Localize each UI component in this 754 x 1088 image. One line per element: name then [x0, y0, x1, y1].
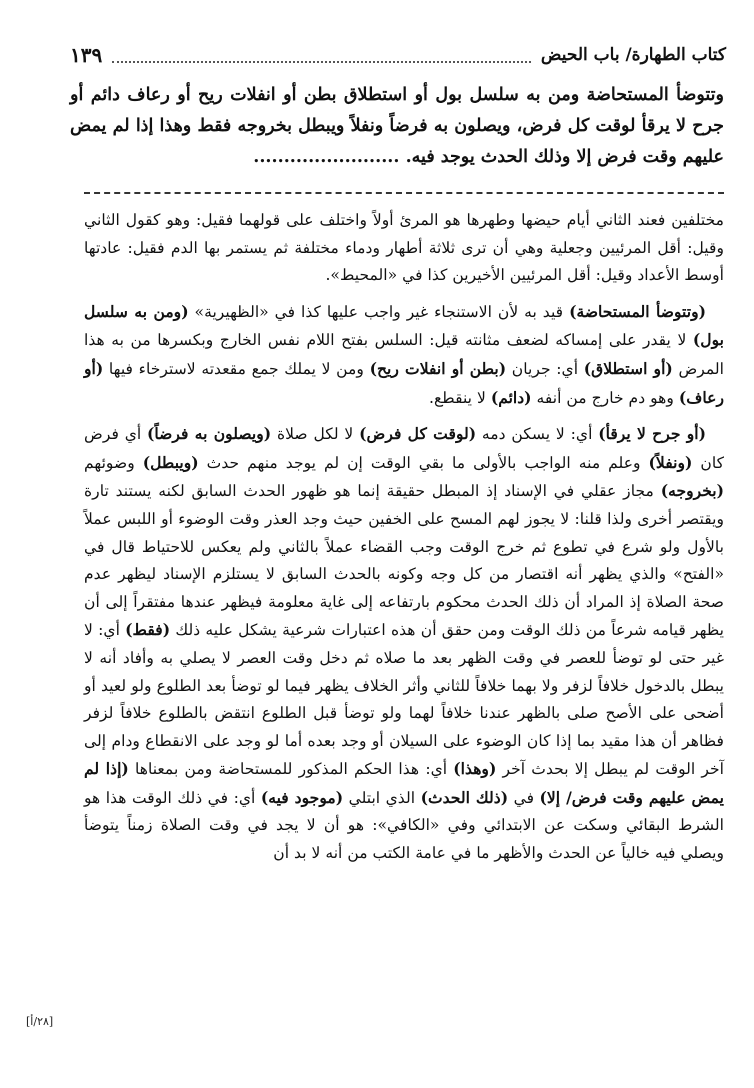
matn-text — [70, 80, 724, 173]
page-header — [70, 40, 726, 70]
quoted-matn-phrase: (ذلك الحدث) — [420, 787, 509, 807]
commentary-segment: ومن لا يملك جمع مقعدته لاسترخاء فيها — [103, 359, 370, 378]
commentary-segment: لا يقدر على إمساكه لضعف مثانته قيل: السلس بفتح اللام نفس الخارج وبكسرها من به هذا المرض — [84, 331, 725, 378]
quoted-matn-phrase: (موجود فيه) — [260, 787, 344, 807]
quoted-matn-phrase: (بخروجه) — [660, 481, 724, 501]
quoted-matn-phrase: (وتتوضأ المستحاضة) — [569, 301, 706, 321]
commentary-segment: مجاز عقلي في الإسناد إذ المبطل حقيقة إنما هو ظهور الحدث السابق لكنه يستند تارة ويقتصر أخرى ولذا قلنا: لا يجوز لهم المسح على الخفين حيث وجد العذر وقت الوضوء أو اللبس عملاً بالأول ولو شرع في تطوع ثم خرج الوقت وجب القضاء عملاً بالثاني ولم يعكس للاحتياط قال في «الفتح» والذي يظهر أنه اقتصار من كل وجه وكونه بالحدث السابق لا يستلزم الإسناد ليظهر عدم صحة الصلاة إذ المراد أن ذلك الحدث محكوم بارتفاعه إلى غاية معلومة فيظهر عندها مفتقراً إلى أن يظهر قيامه شرعاً من ذلك الوقت ومن حقق أن هذه اعتبارات شرعية يشكل عليه ذلك — [84, 482, 724, 640]
running-title: كتاب الطهارة/ باب الحيض — [540, 45, 726, 65]
quoted-matn-phrase: (ويبطل) — [142, 452, 199, 472]
commentary-segment: في — [508, 788, 540, 807]
commentary-segment: أي فرض كان — [84, 425, 724, 472]
commentary-paragraph-3 — [84, 420, 724, 868]
commentary-segment: أي: لا غير حتى لو توضأ للعصر في وقت الظهر بعد ما صلاه ثم دخل وقت العصر لا يصلي به وأفاد أنه لا يبطل بالدخول خلافاً لزفر ولا بهما خلافاً للثاني وأثر الخلاف يظهر فيما لو توضأ بعد الطلوع ولو لعيد أو أضحى على الأصح صلى بالظهر عندنا خلافاً لهما ولو توضأ قبل الطلوع انتقض بالطلوع خلافاً لزفر فظاهر أن هذا مقيد بما إذا كان الوضوء على السيلان أو وجد بعده أما لو وجد على الانقطاع ودام إلى آخر الوقت لم يبطل إلا بحدث آخر — [84, 621, 724, 779]
quoted-matn-phrase: (ونفلاً) — [648, 452, 693, 472]
commentary-segment: قيد به لأن الاستنجاء غير واجب عليها كذا في «الظهيرية» — [188, 302, 570, 321]
page-number: ١٣٩ — [70, 43, 103, 67]
header-dotted-leader — [112, 47, 531, 63]
quoted-matn-phrase: (بطن أو انفلات ريح) — [369, 358, 507, 378]
quoted-matn-phrase: (فقط) — [125, 620, 171, 640]
quoted-matn-phrase: (أو رعاف) — [84, 358, 724, 407]
commentary-segment: لا ينقطع. — [429, 388, 491, 407]
commentary-segment: وضوئهم — [84, 453, 143, 472]
commentary-segment: وعلم منه الواجب بالأولى ما بقي الوقت إن لم يوجد منهم حدث — [198, 453, 649, 472]
commentary-segment: لا لكل صلاة — [271, 425, 360, 444]
commentary-segment: أي: جريان — [506, 359, 584, 378]
commentary-segment: أي: لا يسكن دمه — [476, 425, 599, 444]
commentary-text — [84, 207, 724, 876]
quoted-matn-phrase: (ويصلون به فرضاً) — [147, 424, 272, 444]
commentary-segment: أي: في ذلك الوقت هذا هو الشرط البقائي وسكت عن الابتدائي وفي «الكافي»: هو أن لا يجد في وقت الصلاة زمناً يتوضأ ويصلي فيه خالياً عن الحدث والأظهر ما في عامة الكتب من أنه لا بد أن — [84, 788, 724, 863]
commentary-segment: الذي ابتلي — [343, 788, 421, 807]
quoted-matn-phrase: (أو جرح لا يرقأ) — [598, 424, 706, 444]
quoted-matn-phrase: (وهذا) — [453, 759, 497, 779]
quoted-matn-phrase: (أو استطلاق) — [583, 358, 673, 378]
commentary-paragraph-1: مختلفين فعند الثاني أيام حيضها وطهرها هو المرئ أولاً واختلف على قولهما فقيل: وهو كقول الثاني وقيل: أقل المرئيين وجعلية وهي أن ترى ثلاثة أطهار ودماء مختلفة ثم يستمر بها الدم فقيل: عادتها أوسط الأعداد وقيل: أقل المرئيين الأخيرين كذا في «المحيط». — [84, 211, 724, 285]
manuscript-folio-reference: [٢٨/أ] — [26, 1015, 54, 1028]
quoted-matn-phrase: (دائم) — [490, 387, 532, 407]
matn-body: وتتوضأ المستحاضة ومن به سلسل بول أو استطلاق بطن أو انفلات ريح أو رعاف دائم أو جرح لا يرقأ لوقت كل فرض، ويصلون به فرضاً ونفلاً ويبطل بخروجه فقط وهذا إذا لم يمض عليهم وقت فرض إلا وذلك الحدث يوجد فيه. — [70, 85, 724, 167]
quoted-matn-phrase: (ومن به سلسل بول) — [84, 301, 724, 350]
quoted-matn-phrase: (لوقت كل فرض) — [359, 424, 477, 444]
matn-end-dots: ........................ — [253, 147, 400, 167]
commentary-segment: أي: هذا الحكم المذكور للمستحاضة ومن بمعناها — [128, 760, 454, 779]
commentary-segment: وهو دم خارج من أنفه — [531, 388, 679, 407]
section-separator — [84, 192, 724, 194]
quoted-matn-phrase: (إذا لم يمض عليهم وقت فرض/ إلا) — [84, 759, 725, 807]
commentary-paragraph-2 — [84, 298, 724, 412]
